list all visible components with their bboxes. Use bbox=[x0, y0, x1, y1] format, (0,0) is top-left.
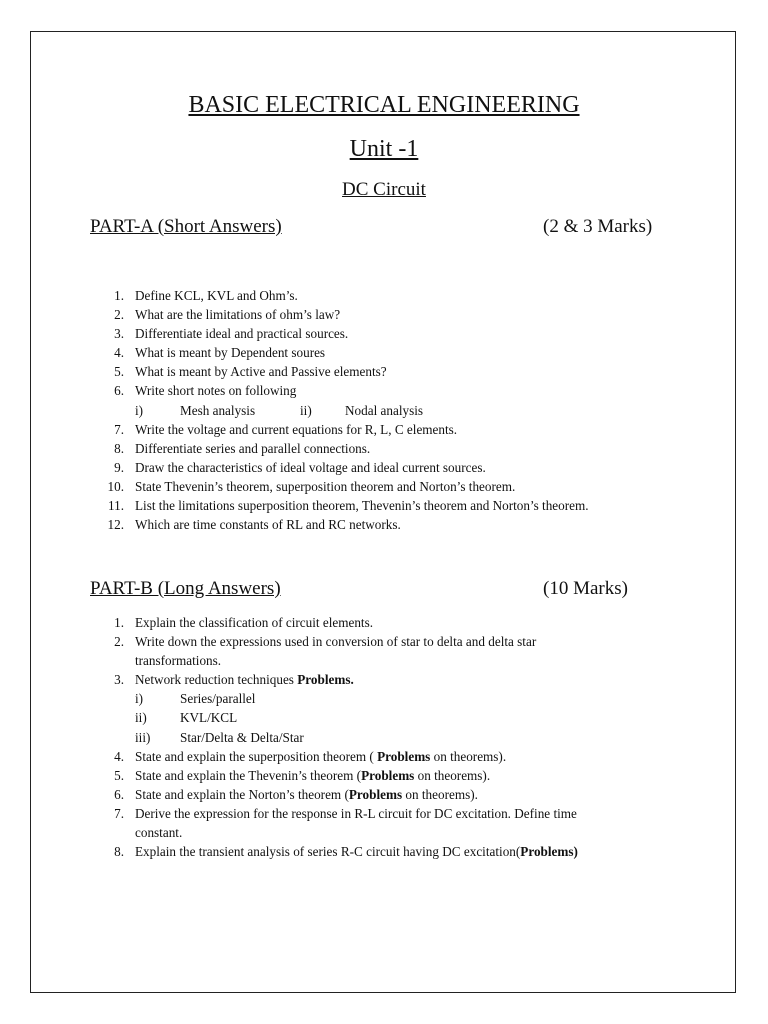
question-number: 2. bbox=[114, 634, 124, 650]
question-text: List the limitations superposition theorem, Thevenin’s theorem and Norton’s theorem. bbox=[135, 498, 589, 514]
problems-emphasis: Problems bbox=[348, 786, 403, 802]
sub-item-number: i) bbox=[135, 402, 144, 418]
question-text: State and explain the Norton’s theorem ( bbox=[135, 786, 349, 802]
question-text: What is meant by Active and Passive elements? bbox=[135, 364, 387, 380]
part-b-question-list bbox=[90, 613, 670, 861]
sub-item-text: Mesh analysis bbox=[180, 402, 256, 418]
question-number: 5. bbox=[114, 364, 124, 380]
list-item bbox=[90, 785, 670, 804]
part-a-header bbox=[90, 216, 282, 238]
question-number: 1. bbox=[114, 615, 124, 630]
question-number: 8. bbox=[114, 440, 124, 456]
part-b-header bbox=[90, 578, 281, 600]
question-number: 9. bbox=[114, 459, 124, 475]
question-number: 8. bbox=[114, 844, 124, 860]
question-text-tail: on theorems). bbox=[414, 767, 491, 783]
question-text: Explain the classification of circuit elements. bbox=[135, 615, 374, 630]
question-number: 2. bbox=[114, 307, 124, 323]
sub-item-row bbox=[135, 728, 670, 747]
list-item bbox=[90, 670, 670, 746]
question-text: Derive the expression for the response in R-L circuit for DC excitation. Define time constant. bbox=[135, 805, 577, 841]
sub-item-text: Series/parallel bbox=[180, 691, 256, 707]
question-text-tail: on theorems). bbox=[430, 748, 507, 764]
list-item bbox=[90, 420, 670, 439]
question-text: Explain the transient analysis of series R-C circuit having DC excitation( bbox=[135, 844, 521, 860]
list-item bbox=[90, 804, 670, 842]
part-a-question-list bbox=[90, 286, 670, 534]
sub-item-number: ii) bbox=[300, 402, 312, 418]
part-b-marks: (10 Marks) bbox=[543, 578, 628, 599]
list-item bbox=[90, 632, 670, 670]
sub-item-row bbox=[135, 708, 670, 727]
list-item bbox=[90, 439, 670, 458]
question-number: 3. bbox=[114, 672, 124, 688]
document-title: BASIC ELECTRICAL ENGINEERING bbox=[188, 92, 580, 118]
question-text: What are the limitations of ohm’s law? bbox=[135, 307, 341, 323]
list-item bbox=[90, 305, 670, 324]
question-number: 4. bbox=[114, 748, 124, 764]
list-item bbox=[90, 362, 670, 381]
question-number: 4. bbox=[114, 345, 124, 361]
list-item bbox=[90, 458, 670, 477]
sub-item-row bbox=[135, 689, 670, 708]
question-text: Differentiate series and parallel connections. bbox=[135, 440, 371, 456]
question-text: State Thevenin’s theorem, superposition theorem and Norton’s theorem. bbox=[135, 478, 516, 494]
sub-item-number: ii) bbox=[135, 710, 147, 726]
question-number: 3. bbox=[114, 326, 124, 342]
problems-emphasis: Problems. bbox=[297, 672, 354, 688]
question-text: State and explain the superposition theorem ( bbox=[135, 748, 378, 764]
question-text: Write the voltage and current equations for R, L, C elements. bbox=[135, 421, 458, 437]
question-number: 12. bbox=[107, 517, 124, 533]
part-a-marks: (2 & 3 Marks) bbox=[543, 216, 653, 237]
problems-emphasis: Problems bbox=[361, 767, 415, 783]
list-item bbox=[90, 477, 670, 496]
question-number: 11. bbox=[108, 498, 124, 514]
sub-item-text: Star/Delta & Delta/Star bbox=[180, 729, 304, 745]
question-text: Write short notes on following bbox=[135, 383, 297, 399]
list-item bbox=[90, 842, 670, 861]
list-item bbox=[90, 613, 670, 632]
question-text-tail: on theorems). bbox=[402, 786, 478, 802]
sub-item-row bbox=[135, 401, 670, 420]
list-item bbox=[90, 381, 670, 419]
question-number: 1. bbox=[114, 288, 124, 303]
sub-item-text: Nodal analysis bbox=[345, 402, 424, 418]
part-b-heading: PART-B (Long Answers) bbox=[90, 578, 281, 599]
question-number: 7. bbox=[114, 805, 124, 821]
question-text: Define KCL, KVL and Ohm’s. bbox=[135, 288, 298, 303]
sub-item-number: iii) bbox=[135, 729, 151, 745]
problems-emphasis: Problems bbox=[377, 748, 431, 764]
question-text: Which are time constants of RL and RC networks. bbox=[135, 517, 401, 533]
sub-item-text: KVL/KCL bbox=[180, 710, 238, 726]
list-item bbox=[90, 286, 670, 305]
list-item bbox=[90, 343, 670, 362]
part-a-heading: PART-A (Short Answers) bbox=[90, 216, 282, 237]
list-item bbox=[90, 747, 670, 766]
list-item bbox=[90, 496, 670, 515]
question-text: Draw the characteristics of ideal voltage and ideal current sources. bbox=[135, 459, 486, 475]
question-text: Network reduction techniques bbox=[135, 672, 298, 688]
unit-heading: Unit -1 bbox=[349, 136, 419, 162]
list-item bbox=[90, 324, 670, 343]
question-number: 7. bbox=[114, 421, 124, 437]
list-item bbox=[90, 515, 670, 534]
question-number: 5. bbox=[114, 767, 124, 783]
sub-item-number: i) bbox=[135, 691, 144, 707]
question-number: 6. bbox=[114, 383, 124, 399]
problems-emphasis: Problems) bbox=[520, 844, 578, 860]
question-text: Differentiate ideal and practical sources. bbox=[135, 326, 349, 342]
list-item bbox=[90, 766, 670, 785]
question-text: Write down the expressions used in conversion of star to delta and delta star transformations. bbox=[135, 634, 537, 669]
question-number: 6. bbox=[114, 786, 124, 802]
question-text: What is meant by Dependent soures bbox=[135, 345, 326, 361]
question-text: State and explain the Thevenin’s theorem ( bbox=[135, 767, 362, 783]
topic-heading: DC Circuit bbox=[342, 179, 426, 200]
question-number: 10. bbox=[107, 478, 124, 494]
